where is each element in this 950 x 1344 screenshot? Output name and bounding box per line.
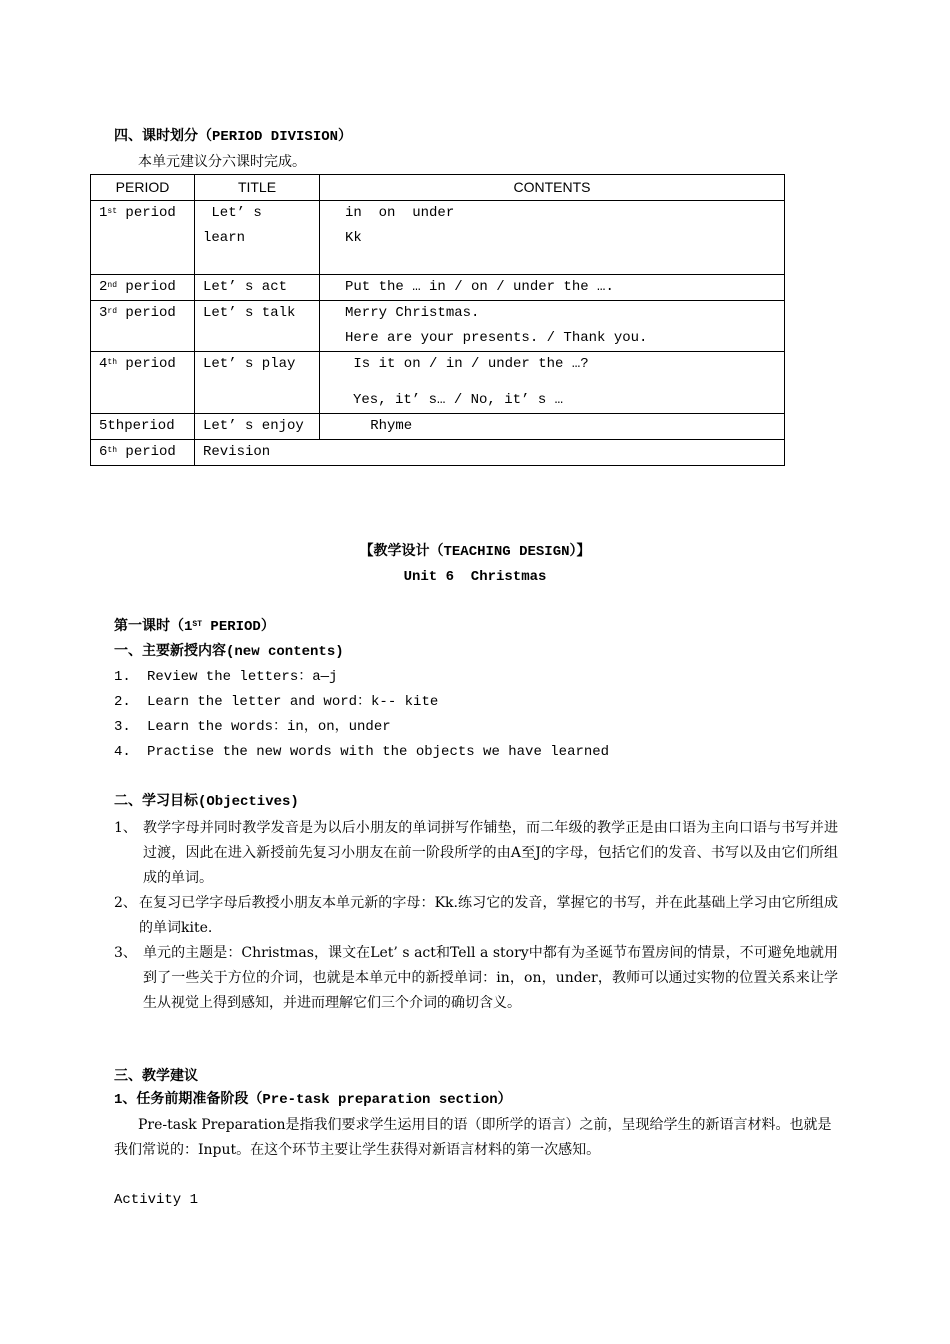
period1-heading: 第一课时（1ST PERIOD）	[114, 619, 275, 635]
list-item-text: Practise the new words with the objects we have learned	[147, 744, 610, 760]
pretask-paragraph: Pre-task Preparation是指我们要求学生运用目的语（即所学的语言）之前，呈现给学生的新语言材料。也就是我们常说的：Input。在这个环节主要让学生获得对新语言材料的第一次感知。	[114, 1117, 832, 1158]
objective-item: 2、 在复习已学字母后教授小朋友本单元新的字母：Kk.练习它的发音，掌握它的书写，并在此基础上学习由它所组成的单词kite.	[114, 895, 838, 936]
objective-item: 1、 教学字母并同时教学发音是为以后小朋友的单词拼写作铺垫，而二年级的教学正是由口语为主向口语与书写并进过渡，因此在进入新授前先复习小朋友在前一阶段所学的由A至J的字母，包括它们的发音、书写以及由它们所组成的单词。	[114, 820, 838, 886]
design-heading: 【教学设计（TEACHING DESIGN）】	[359, 544, 591, 560]
list-item: 4.	[114, 744, 131, 760]
period-table	[90, 174, 785, 466]
table-row: 4th period Let’ s play Is it on / in / under the …? Yes, it’ s… / No, it’ s …	[91, 352, 785, 414]
section-heading-period-division: 四、课时划分（PERIOD DIVISION）	[114, 129, 353, 145]
table-header-title: TITLE	[195, 175, 320, 201]
section-intro: 本单元建议分六课时完成。	[138, 154, 306, 170]
table-header-contents: CONTENTS	[320, 175, 785, 201]
list-item: 1.	[114, 669, 131, 685]
list-item-text: Learn the words：in，on，under	[147, 719, 391, 735]
suggest-heading: 三、教学建议	[114, 1068, 198, 1084]
list-item-text: Learn the letter and word：k-- kite	[147, 694, 439, 710]
activity-heading: Activity 1	[114, 1192, 199, 1208]
pretask-heading: 1、任务前期准备阶段（Pre-task preparation section）	[114, 1092, 512, 1108]
table-row: 6th period Revision	[91, 440, 785, 466]
table-header-period: PERIOD	[91, 175, 195, 201]
table-row: 1st period Let’ s learn in on under Kk	[91, 201, 785, 275]
objectives-heading: 二、学习目标(Objectives)	[114, 794, 299, 810]
table-row: 5thperiod Let’ s enjoy Rhyme	[91, 414, 785, 440]
list-item: 3.	[114, 719, 131, 735]
new-contents-heading: 一、主要新授内容(new contents)	[114, 644, 344, 660]
table-row: 2nd period Let’ s act Put the … in / on / under the ….	[91, 275, 785, 301]
list-item-text: Review the letters：a—j	[147, 669, 338, 685]
objective-item: 3、 单元的主题是：Christmas，课文在Let’ s act和Tell a story中都有为圣诞节布置房间的情景，不可避免地就用到了一些关于方位的介词，也就是本单元中的新授单词：in，on，under，教师可以通过实物的位置关系来让学生从视觉上得到感知，并进而理解它们三个介词的确切含义。	[114, 945, 838, 1011]
list-item: 2.	[114, 694, 131, 710]
table-row: 3rd period Let’ s talk Merry Christmas. Here are your presents. / Thank you.	[91, 301, 785, 352]
unit-title: Unit 6 Christmas	[403, 569, 547, 585]
